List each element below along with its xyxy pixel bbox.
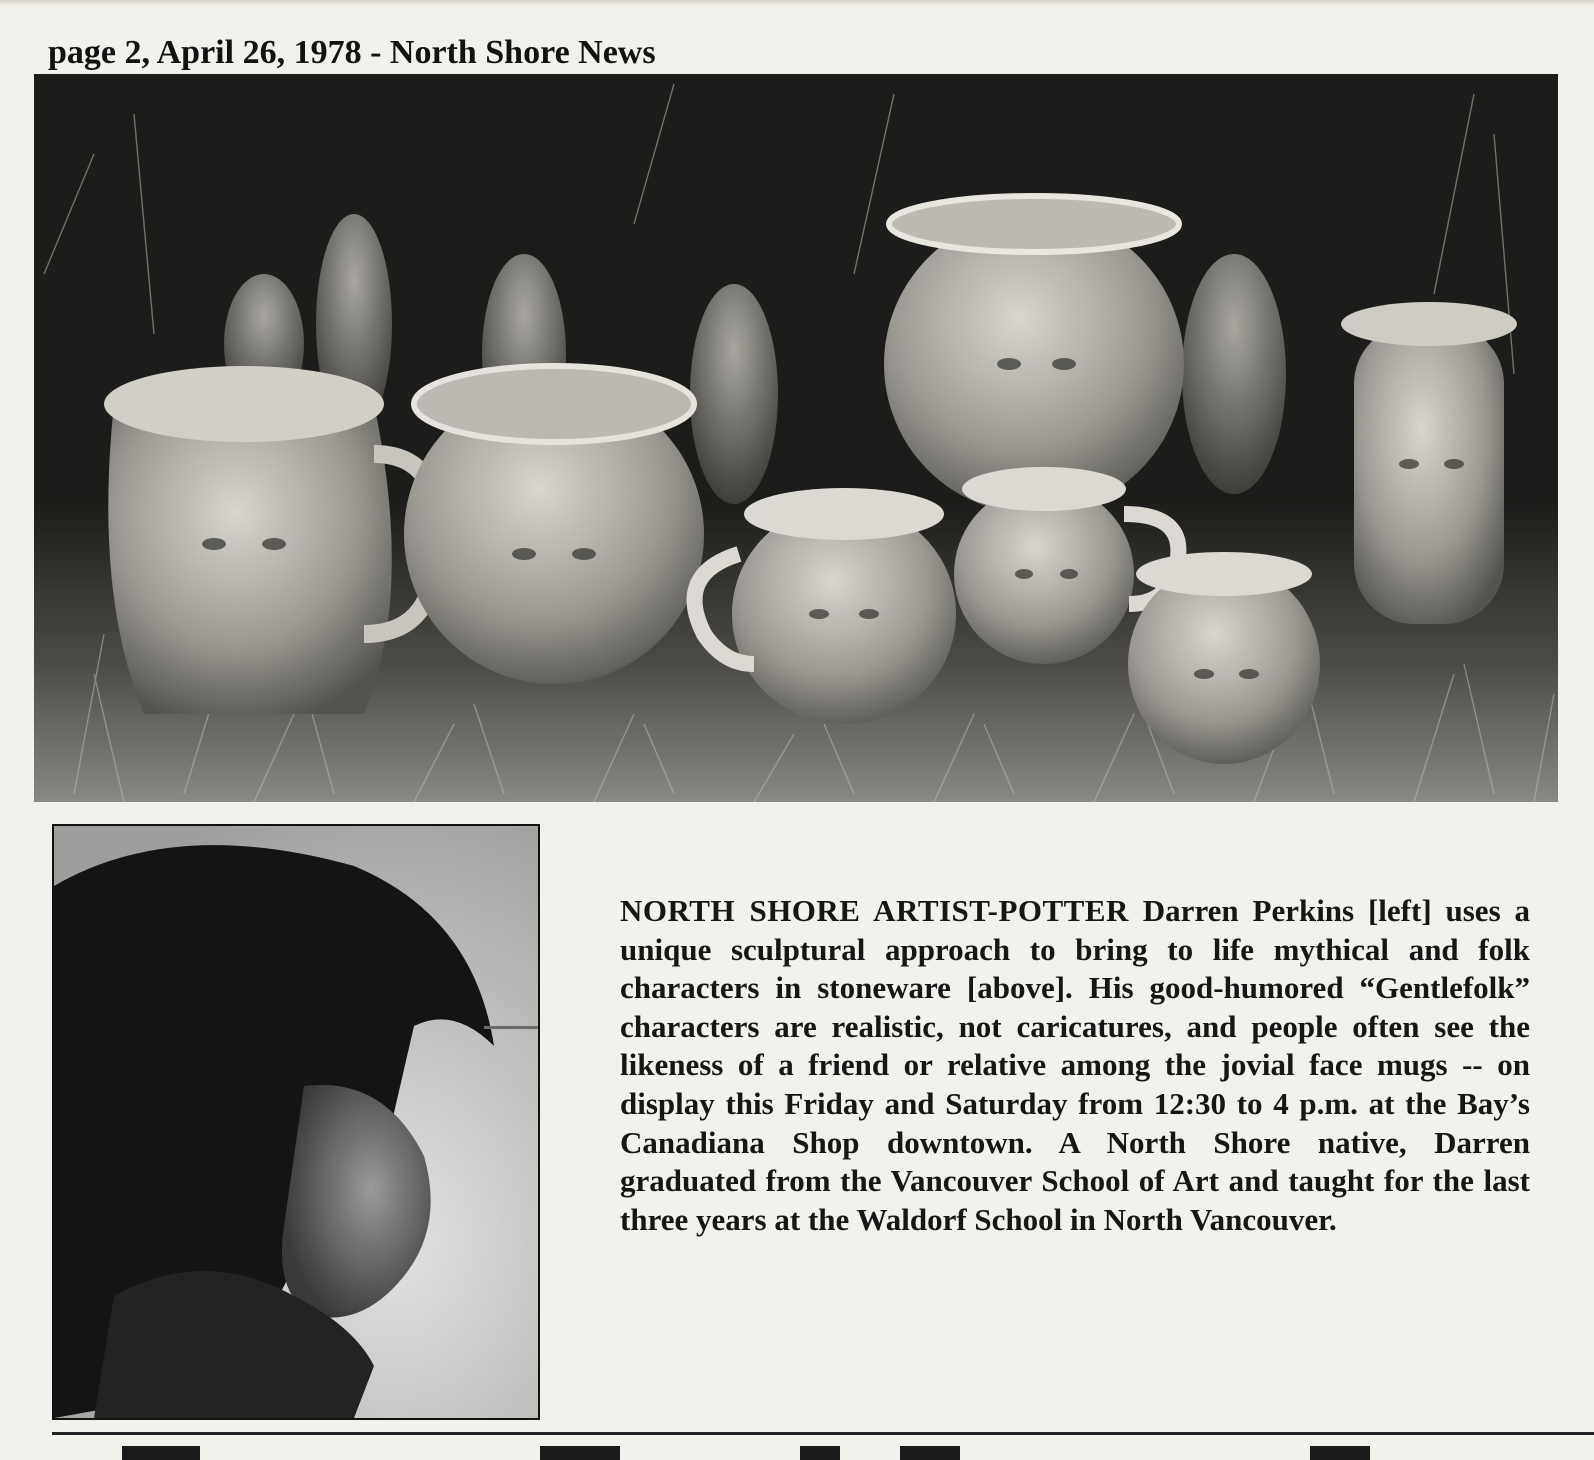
cut-off-text-fragment (1310, 1446, 1370, 1460)
cut-off-text-fragment (122, 1446, 200, 1460)
cut-off-text-fragment (540, 1446, 620, 1460)
caption-lead: NORTH SHORE ARTIST-POTTER (620, 893, 1129, 928)
pottery-photo-icon (34, 74, 1558, 802)
page-header: page 2, April 26, 1978 - North Shore News (48, 34, 656, 71)
page-edge (0, 0, 1594, 6)
cut-off-text-fragment (800, 1446, 840, 1460)
caption-body: Darren Perkins [left] uses a unique sculptural approach to bring to life mythical and folk characters in stoneware [above]. His good-humored “Gentlefolk” characters are realistic, not caricatures, and people often see the likeness of a friend or relative among the jovial face mugs -- on display this Friday and Saturday from 12:30 to 4 p.m. at the Bay’s Canadiana Shop downtown. A North Shore native, Darren graduated from the Vancouver School of Art and taught for the last three years at the Waldorf School in North Vancouver. (620, 893, 1530, 1237)
portrait-photo-icon (54, 826, 538, 1418)
artist-portrait-photo (52, 824, 540, 1420)
pottery-photo (34, 74, 1558, 802)
photo-caption (620, 892, 1530, 1239)
cut-off-text-fragment (900, 1446, 960, 1460)
bottom-rule (52, 1432, 1594, 1435)
